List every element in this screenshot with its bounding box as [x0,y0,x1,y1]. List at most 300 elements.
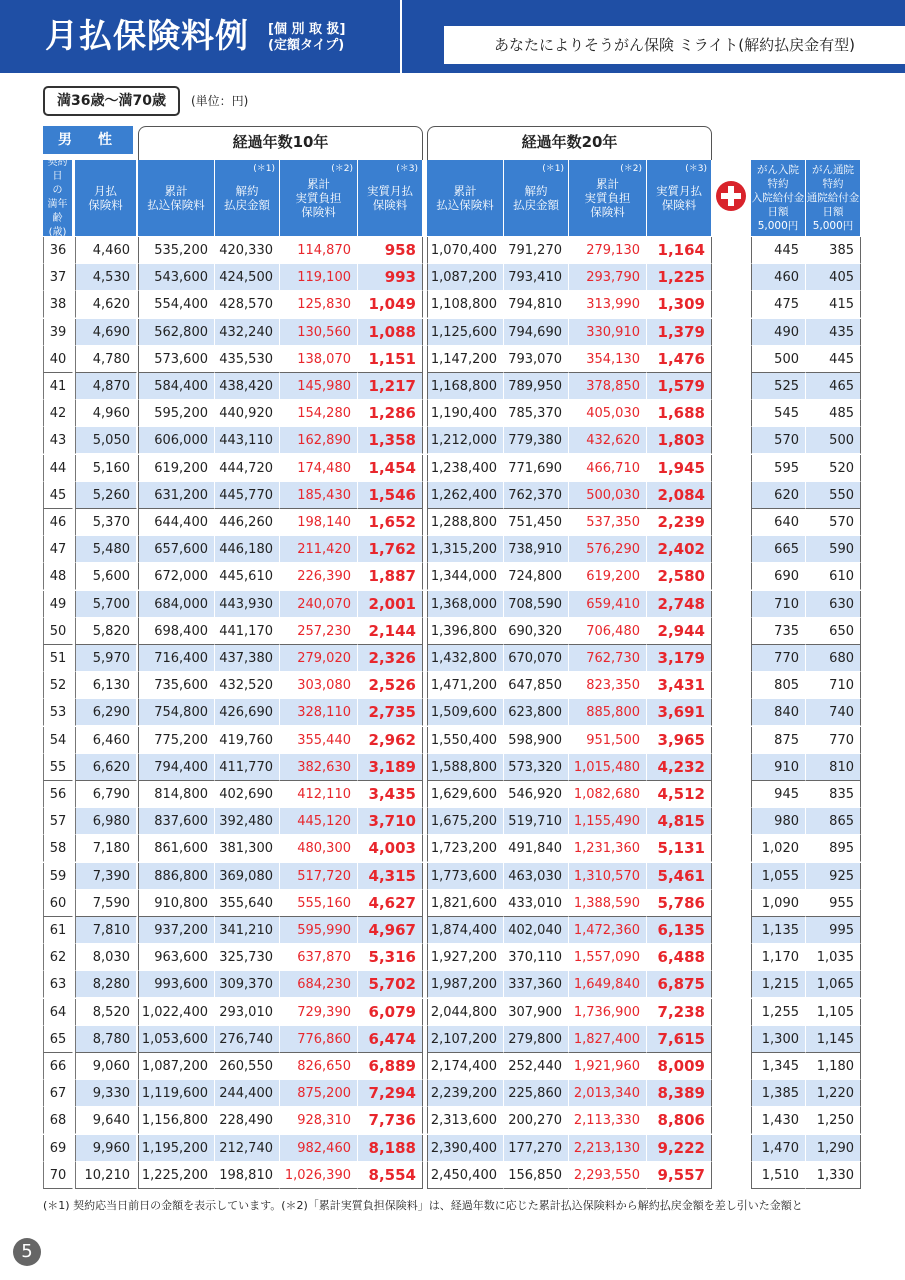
cell-eff20: 1,379 [647,319,712,346]
plus-icon [716,181,746,211]
cell-refund10: 325,730 [215,944,280,971]
cell-age: 70 [43,1162,73,1189]
cell-monthly: 8,520 [75,999,137,1026]
cell-outp: 435 [806,319,861,346]
cell-outp: 895 [806,835,861,862]
cell-net20: 1,557,090 [569,944,647,971]
cell-eff20: 9,557 [647,1162,712,1189]
cell-cum20: 2,174,400 [427,1053,504,1080]
cell-eff20: 4,815 [647,808,712,835]
cell-monthly: 6,790 [75,781,137,808]
cell-outp: 1,180 [806,1053,861,1080]
cell-eff10: 7,736 [358,1107,423,1134]
cell-eff20: 5,131 [647,835,712,862]
cell-eff10: 2,144 [358,618,423,645]
cell-refund10: 402,690 [215,781,280,808]
cell-hosp: 1,090 [751,890,806,917]
page-number: 5 [13,1238,41,1266]
cell-hosp: 1,055 [751,863,806,890]
cell-refund20: 690,320 [504,618,569,645]
cell-refund20: 791,270 [504,237,569,264]
cell-refund20: 793,410 [504,264,569,291]
cell-refund10: 369,080 [215,863,280,890]
cell-net10: 928,310 [280,1107,358,1134]
cell-outp: 1,330 [806,1162,861,1189]
cell-refund10: 392,480 [215,808,280,835]
col-header-age [43,157,73,238]
cell-net10: 826,650 [280,1053,358,1080]
cell-outp: 630 [806,591,861,618]
cell-hosp: 770 [751,645,806,672]
cell-cum10: 631,200 [138,482,215,509]
cell-eff20: 2,580 [647,563,712,590]
cell-eff10: 5,316 [358,944,423,971]
cell-net10: 1,026,390 [280,1162,358,1189]
cell-cum10: 1,087,200 [138,1053,215,1080]
col-header-label: 累計 実質負担 保険料 [584,177,631,219]
cell-eff20: 1,476 [647,346,712,373]
cell-age: 63 [43,971,73,998]
cell-cum10: 937,200 [138,917,215,944]
cell-age: 45 [43,482,73,509]
table-row [0,835,905,862]
cell-eff10: 3,435 [358,781,423,808]
cell-cum10: 584,400 [138,373,215,400]
table-row [0,808,905,835]
cell-eff10: 1,049 [358,291,423,318]
table-row [0,591,905,618]
cell-monthly: 5,600 [75,563,137,590]
cell-cum10: 886,800 [138,863,215,890]
cell-eff10: 7,294 [358,1080,423,1107]
cell-age: 67 [43,1080,73,1107]
cell-cum10: 1,053,600 [138,1026,215,1053]
cell-cum10: 993,600 [138,971,215,998]
cell-refund10: 293,010 [215,999,280,1026]
period-10-header: 経過年数10年 [138,126,423,160]
col-header-cum20 [427,160,504,236]
cell-eff10: 1,151 [358,346,423,373]
cell-monthly: 4,870 [75,373,137,400]
cell-outp: 995 [806,917,861,944]
cell-net20: 1,827,400 [569,1026,647,1053]
cell-refund10: 445,770 [215,482,280,509]
cell-eff20: 2,084 [647,482,712,509]
cell-cum20: 1,588,800 [427,754,504,781]
cell-cum20: 1,190,400 [427,400,504,427]
cell-monthly: 6,620 [75,754,137,781]
cell-eff20: 3,179 [647,645,712,672]
cell-net10: 162,890 [280,427,358,454]
cell-hosp: 840 [751,699,806,726]
cell-eff10: 8,188 [358,1135,423,1162]
cell-net20: 500,030 [569,482,647,509]
cell-eff10: 4,627 [358,890,423,917]
cell-monthly: 9,640 [75,1107,137,1134]
cell-net20: 1,231,360 [569,835,647,862]
cell-refund20: 402,040 [504,917,569,944]
cell-net20: 293,790 [569,264,647,291]
col-header-hosp [751,160,806,236]
cell-net20: 1,082,680 [569,781,647,808]
cell-outp: 1,220 [806,1080,861,1107]
cell-hosp: 1,510 [751,1162,806,1189]
cell-cum10: 1,195,200 [138,1135,215,1162]
cell-cum10: 861,600 [138,835,215,862]
cell-net20: 405,030 [569,400,647,427]
cell-net20: 313,990 [569,291,647,318]
cell-eff20: 6,135 [647,917,712,944]
table-row [0,1026,905,1053]
cell-hosp: 665 [751,536,806,563]
cell-eff10: 1,358 [358,427,423,454]
footnote: (＊1) 契約応当日前日の金額を表示しています。(＊2)「累計実質負担保険料」は、経過年数に応じた累計払込保険料から解約払戻金額を差し引いた金額と [43,1199,803,1212]
cell-refund20: 670,070 [504,645,569,672]
period-20-header: 経過年数20年 [427,126,712,160]
cell-age: 49 [43,591,73,618]
cell-cum20: 1,315,200 [427,536,504,563]
cell-outp: 500 [806,427,861,454]
cell-net20: 2,213,130 [569,1135,647,1162]
cell-monthly: 6,290 [75,699,137,726]
cell-outp: 385 [806,237,861,264]
col-header-label: 累計 実質負担 保険料 [295,177,342,219]
cell-eff10: 958 [358,237,423,264]
cell-net10: 555,160 [280,890,358,917]
cell-age: 37 [43,264,73,291]
cell-hosp: 620 [751,482,806,509]
cell-age: 40 [43,346,73,373]
cell-net20: 1,015,480 [569,754,647,781]
cell-refund10: 432,520 [215,672,280,699]
cell-hosp: 945 [751,781,806,808]
cell-net20: 659,410 [569,591,647,618]
cell-outp: 1,065 [806,971,861,998]
table-row [0,1135,905,1162]
cell-cum10: 814,800 [138,781,215,808]
table-row [0,754,905,781]
cell-age: 61 [43,917,73,944]
cell-net10: 355,440 [280,727,358,754]
cell-monthly: 8,030 [75,944,137,971]
cell-monthly: 7,810 [75,917,137,944]
cell-cum20: 1,773,600 [427,863,504,890]
cell-monthly: 4,960 [75,400,137,427]
cell-net20: 706,480 [569,618,647,645]
cell-age: 50 [43,618,73,645]
table-row [0,890,905,917]
cell-cum20: 1,288,800 [427,509,504,536]
asterisk-note: (＊2) [331,164,353,174]
cell-refund20: 623,800 [504,699,569,726]
cell-age: 48 [43,563,73,590]
cell-hosp: 570 [751,427,806,454]
cell-net10: 637,870 [280,944,358,971]
cell-age: 57 [43,808,73,835]
cell-refund20: 794,690 [504,319,569,346]
cell-hosp: 490 [751,319,806,346]
cell-age: 43 [43,427,73,454]
cell-monthly: 4,620 [75,291,137,318]
cell-refund10: 411,770 [215,754,280,781]
cell-cum20: 2,390,400 [427,1135,504,1162]
asterisk-note: (＊3) [685,164,707,174]
cell-net10: 174,480 [280,455,358,482]
table-row [0,672,905,699]
cell-net20: 951,500 [569,727,647,754]
cell-net10: 517,720 [280,863,358,890]
cell-net10: 138,070 [280,346,358,373]
cell-eff20: 3,691 [647,699,712,726]
cell-eff20: 6,488 [647,944,712,971]
table-row [0,1080,905,1107]
cell-refund10: 355,640 [215,890,280,917]
cell-hosp: 690 [751,563,806,590]
cell-refund10: 424,500 [215,264,280,291]
cell-cum10: 794,400 [138,754,215,781]
header-banner [0,0,905,73]
cell-eff20: 1,309 [647,291,712,318]
cell-outp: 925 [806,863,861,890]
cell-eff10: 993 [358,264,423,291]
cell-eff10: 2,735 [358,699,423,726]
cell-refund20: 337,360 [504,971,569,998]
cell-outp: 710 [806,672,861,699]
cell-cum10: 775,200 [138,727,215,754]
cell-monthly: 5,480 [75,536,137,563]
table-row [0,727,905,754]
cell-cum10: 1,225,200 [138,1162,215,1189]
cell-refund20: 785,370 [504,400,569,427]
col-header-label: 累計 払込保険料 [147,184,205,212]
cell-eff10: 1,088 [358,319,423,346]
cell-cum20: 1,262,400 [427,482,504,509]
table-row [0,999,905,1026]
cell-cum20: 2,107,200 [427,1026,504,1053]
cell-cum20: 1,629,600 [427,781,504,808]
cell-refund10: 428,570 [215,291,280,318]
cell-refund10: 440,920 [215,400,280,427]
cell-net20: 1,310,570 [569,863,647,890]
cell-net10: 382,630 [280,754,358,781]
cell-eff20: 8,009 [647,1053,712,1080]
cell-outp: 1,250 [806,1107,861,1134]
cell-net10: 595,990 [280,917,358,944]
cell-net20: 1,921,960 [569,1053,647,1080]
table-row [0,1162,905,1189]
cell-cum20: 1,212,000 [427,427,504,454]
table-row [0,536,905,563]
cell-hosp: 1,345 [751,1053,806,1080]
cell-cum20: 1,509,600 [427,699,504,726]
col-header-label: 解約 払戻金額 [224,184,270,212]
cell-outp: 810 [806,754,861,781]
cell-hosp: 460 [751,264,806,291]
cell-refund10: 438,420 [215,373,280,400]
table-row [0,699,905,726]
cell-net10: 729,390 [280,999,358,1026]
table-row [0,645,905,672]
cell-cum10: 595,200 [138,400,215,427]
header-subtitle [268,22,345,54]
cell-age: 53 [43,699,73,726]
cell-cum10: 644,400 [138,509,215,536]
col-header-label: 実質月払 保険料 [656,184,702,212]
table-row [0,509,905,536]
cell-refund10: 419,760 [215,727,280,754]
cell-cum10: 562,800 [138,319,215,346]
cell-eff10: 2,326 [358,645,423,672]
cell-net20: 330,910 [569,319,647,346]
cell-refund10: 309,370 [215,971,280,998]
cell-refund20: 279,800 [504,1026,569,1053]
cell-hosp: 805 [751,672,806,699]
cell-cum20: 2,044,800 [427,999,504,1026]
cell-age: 69 [43,1135,73,1162]
cell-refund10: 446,260 [215,509,280,536]
cell-cum20: 1,087,200 [427,264,504,291]
cell-refund10: 276,740 [215,1026,280,1053]
cell-eff10: 4,967 [358,917,423,944]
cell-refund10: 445,610 [215,563,280,590]
cell-monthly: 10,210 [75,1162,137,1189]
cell-age: 51 [43,645,73,672]
cell-age: 42 [43,400,73,427]
cell-cum20: 2,239,200 [427,1080,504,1107]
cell-monthly: 8,780 [75,1026,137,1053]
cell-refund20: 491,840 [504,835,569,862]
cell-monthly: 5,370 [75,509,137,536]
table-row [0,427,905,454]
cell-hosp: 1,385 [751,1080,806,1107]
table-row [0,1053,905,1080]
cell-cum10: 684,000 [138,591,215,618]
table-row [0,400,905,427]
cell-monthly: 4,530 [75,264,137,291]
cell-eff10: 1,887 [358,563,423,590]
table-row [0,1107,905,1134]
cell-eff20: 9,222 [647,1135,712,1162]
unit-note: (単位：円) [191,94,249,108]
cell-net20: 762,730 [569,645,647,672]
cell-net20: 619,200 [569,563,647,590]
cell-age: 39 [43,319,73,346]
gender-label: 男 性 [43,126,133,154]
cell-outp: 1,035 [806,944,861,971]
asterisk-note: (＊1) [542,164,564,174]
cell-net10: 875,200 [280,1080,358,1107]
cell-hosp: 710 [751,591,806,618]
cell-cum10: 619,200 [138,455,215,482]
cell-eff10: 4,003 [358,835,423,862]
cell-hosp: 640 [751,509,806,536]
cell-eff20: 1,579 [647,373,712,400]
cell-eff10: 6,889 [358,1053,423,1080]
cell-cum10: 573,600 [138,346,215,373]
cell-eff20: 2,402 [647,536,712,563]
cell-cum20: 1,125,600 [427,319,504,346]
cell-hosp: 1,430 [751,1107,806,1134]
cell-refund20: 225,860 [504,1080,569,1107]
cell-age: 59 [43,863,73,890]
cell-net10: 776,860 [280,1026,358,1053]
cell-refund20: 370,110 [504,944,569,971]
cell-refund20: 573,320 [504,754,569,781]
cell-net10: 154,280 [280,400,358,427]
cell-refund10: 260,550 [215,1053,280,1080]
cell-eff20: 1,164 [647,237,712,264]
cell-net10: 279,020 [280,645,358,672]
cell-eff20: 8,806 [647,1107,712,1134]
cell-hosp: 525 [751,373,806,400]
cell-hosp: 875 [751,727,806,754]
cell-net10: 226,390 [280,563,358,590]
table-row [0,291,905,318]
col-header-label: 月払 保険料 [88,184,123,212]
cell-hosp: 475 [751,291,806,318]
cell-net10: 257,230 [280,618,358,645]
cell-cum20: 1,723,200 [427,835,504,862]
cell-monthly: 8,280 [75,971,137,998]
cell-eff20: 2,239 [647,509,712,536]
cell-cum10: 672,000 [138,563,215,590]
cell-net20: 576,290 [569,536,647,563]
cell-net20: 1,155,490 [569,808,647,835]
cell-refund20: 519,710 [504,808,569,835]
cell-monthly: 4,460 [75,237,137,264]
col-header-label: がん入院 特約 入院給付金 日額 5,000円 [751,164,805,232]
cell-net10: 119,100 [280,264,358,291]
cell-monthly: 7,390 [75,863,137,890]
cell-age: 46 [43,509,73,536]
cell-outp: 740 [806,699,861,726]
cell-cum20: 1,821,600 [427,890,504,917]
cell-eff20: 2,748 [647,591,712,618]
cell-age: 65 [43,1026,73,1053]
col-header-net10 [280,160,358,236]
cell-cum10: 963,600 [138,944,215,971]
cell-outp: 550 [806,482,861,509]
cell-net20: 432,620 [569,427,647,454]
age-range-box: 満36歳〜満70歳 [43,86,180,116]
cell-age: 55 [43,754,73,781]
cell-eff20: 1,688 [647,400,712,427]
cell-cum10: 1,022,400 [138,999,215,1026]
cell-cum20: 2,450,400 [427,1162,504,1189]
asterisk-note: (＊2) [620,164,642,174]
cell-refund20: 771,690 [504,455,569,482]
cell-outp: 610 [806,563,861,590]
cell-net20: 279,130 [569,237,647,264]
col-header-outp [806,160,861,236]
cell-outp: 680 [806,645,861,672]
table-row [0,455,905,482]
asterisk-note: (＊1) [253,164,275,174]
cell-eff10: 3,189 [358,754,423,781]
cell-outp: 1,105 [806,999,861,1026]
cell-refund20: 794,810 [504,291,569,318]
cell-net20: 378,850 [569,373,647,400]
cell-cum20: 2,313,600 [427,1107,504,1134]
cell-age: 44 [43,455,73,482]
col-header-label: 実質月払 保険料 [367,184,413,212]
cell-eff20: 7,615 [647,1026,712,1053]
col-header-label: 累計 払込保険料 [436,184,494,212]
cell-cum20: 1,396,800 [427,618,504,645]
col-header-eff10 [358,160,423,236]
cell-eff10: 1,217 [358,373,423,400]
cell-monthly: 5,700 [75,591,137,618]
